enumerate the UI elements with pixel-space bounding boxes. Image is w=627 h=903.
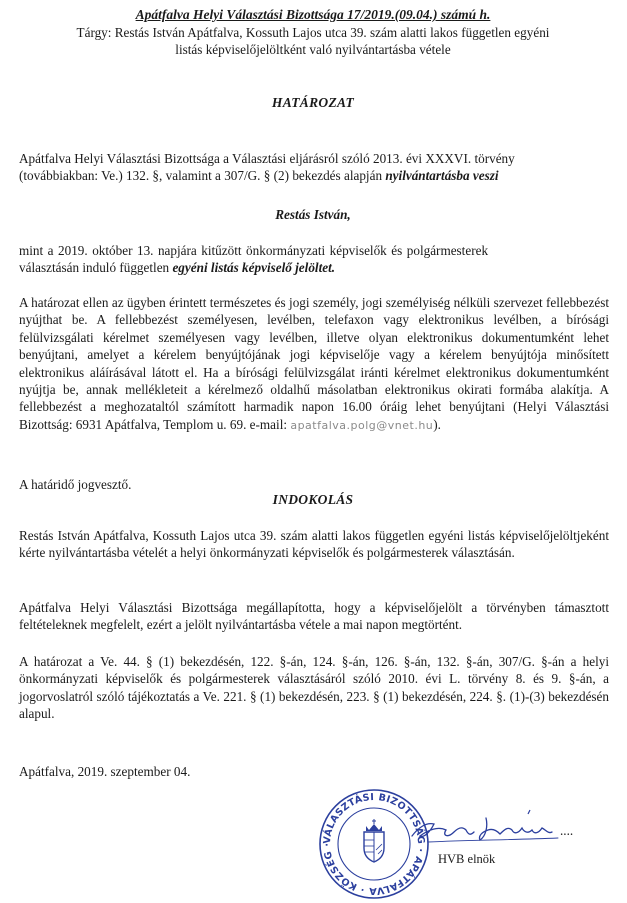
candidate-name: Restás István, (275, 207, 351, 222)
decision-intro-text: (továbbiakban: Ve.) 132. §, valamint a 307/G. § (2) bekezdés alapján (19, 168, 386, 183)
coat-of-arms-icon (364, 819, 384, 862)
reasoning-paragraph-1: Restás István Apátfalva, Kossuth Lajos utca 39. szám alatti lakos független egyéni listás képviselőjelöltjeként kérte nyilvántartásba vételét a helyi önkormányzati képviselők és polgármesterek választásán. (19, 528, 609, 561)
handwritten-signature (408, 806, 576, 850)
signature-dots: .... (560, 823, 574, 838)
appeal-text: A határozat ellen az ügyben érintett természetes és jogi személy, jogi személyiség nélküli szervezet fellebbezést nyújthat be. A fellebbezést személyesen, levélben, telefaxon vagy elektronikus levélben, a bírósági felülvizsgálati kérelmet személyesen vagy levélben, illetve olyan elektronikus dokumentumként lehet benyújtani, amelyet a kérelem benyújtójának jogi képviselője vagy a kérelem benyújtója minősített elektronikus aláírásával látott el. Ha a bírósági felülvizsgálat iránti kérelmet elektronikus dokumentumként nyújtja be, annak mellékleteit a kérelmező oldalhű másolatban elektronikus okirati formába alakítja. A fellebbezést a meghozataltól számított harmadik napon 16.00 óráig lehet benyújtani (Helyi Választási Bizottság: 6931 Apátfalva, Templom u. 69. e-mail: (19, 295, 609, 432)
decision-intro-line-2 (19, 167, 609, 184)
decision-verb: nyilvántartásba veszi (385, 168, 499, 183)
deadline-note: A határidő jogvesztő. (19, 477, 132, 492)
candidate-line-2 (19, 259, 609, 276)
reasoning-paragraph-3: A határozat a Ve. 44. § (1) bekezdésén, 122. §-án, 124. §-án, 126. §-án, 132. §-án, 307/G. §-án a helyi önkormányzati képviselők és polgármesterek választásáról szóló 2010. évi L. törvény 8. és 9. §-án, a jogorvoslatról szóló tájékoztatás a Ve. 221. § (1) bekezdésén, 223. § (1) bekezdésén, 224. §. (1)-(3) bekezdésén alapul. (19, 654, 609, 722)
candidate-line-text: választásán induló független (19, 260, 173, 275)
subject-line-1: Tárgy: Restás István Apátfalva, Kossuth Lajos utca 39. szám alatti lakos független egyéni (76, 25, 550, 40)
decision-intro-line-1: Apátfalva Helyi Választási Bizottsága a Választási eljárásról szóló 2013. évi XXXVI. törvény (19, 151, 515, 166)
signer-title: HVB elnök (438, 852, 496, 866)
place-and-date: Apátfalva, 2019. szeptember 04. (19, 764, 191, 779)
candidate-type: egyéni listás képviselő jelöltet. (172, 260, 336, 275)
reasoning-paragraph-2: Apátfalva Helyi Választási Bizottsága megállapította, hogy a képviselőjelölt a törvényben támasztott feltételeknek megfelelt, ezért a jelölt nyilvántartásba vétele a mai napon megtörtént. (19, 600, 609, 633)
appeal-end: ). (433, 416, 441, 432)
stamp-text: VÁLASZTÁSI BIZOTTSÁG · APÁTFALVA · KÖZSÉG · (321, 791, 427, 897)
decision-heading: HATÁROZAT (271, 95, 355, 110)
appeal-email: apatfalva.polg@vnet.hu (290, 418, 434, 432)
appeal-paragraph (19, 294, 609, 434)
document-title: Apátfalva Helyi Választási Bizottsága 17/2019.(09.04.) számú h. (135, 7, 491, 22)
candidate-line-1: mint a 2019. október 13. napjára kitűzött önkormányzati képviselők és polgármesterek (19, 243, 489, 258)
subject-line-2: listás képviselőjelöltként való nyilvántartásba vétele (175, 42, 451, 57)
reasoning-heading: INDOKOLÁS (272, 492, 354, 507)
